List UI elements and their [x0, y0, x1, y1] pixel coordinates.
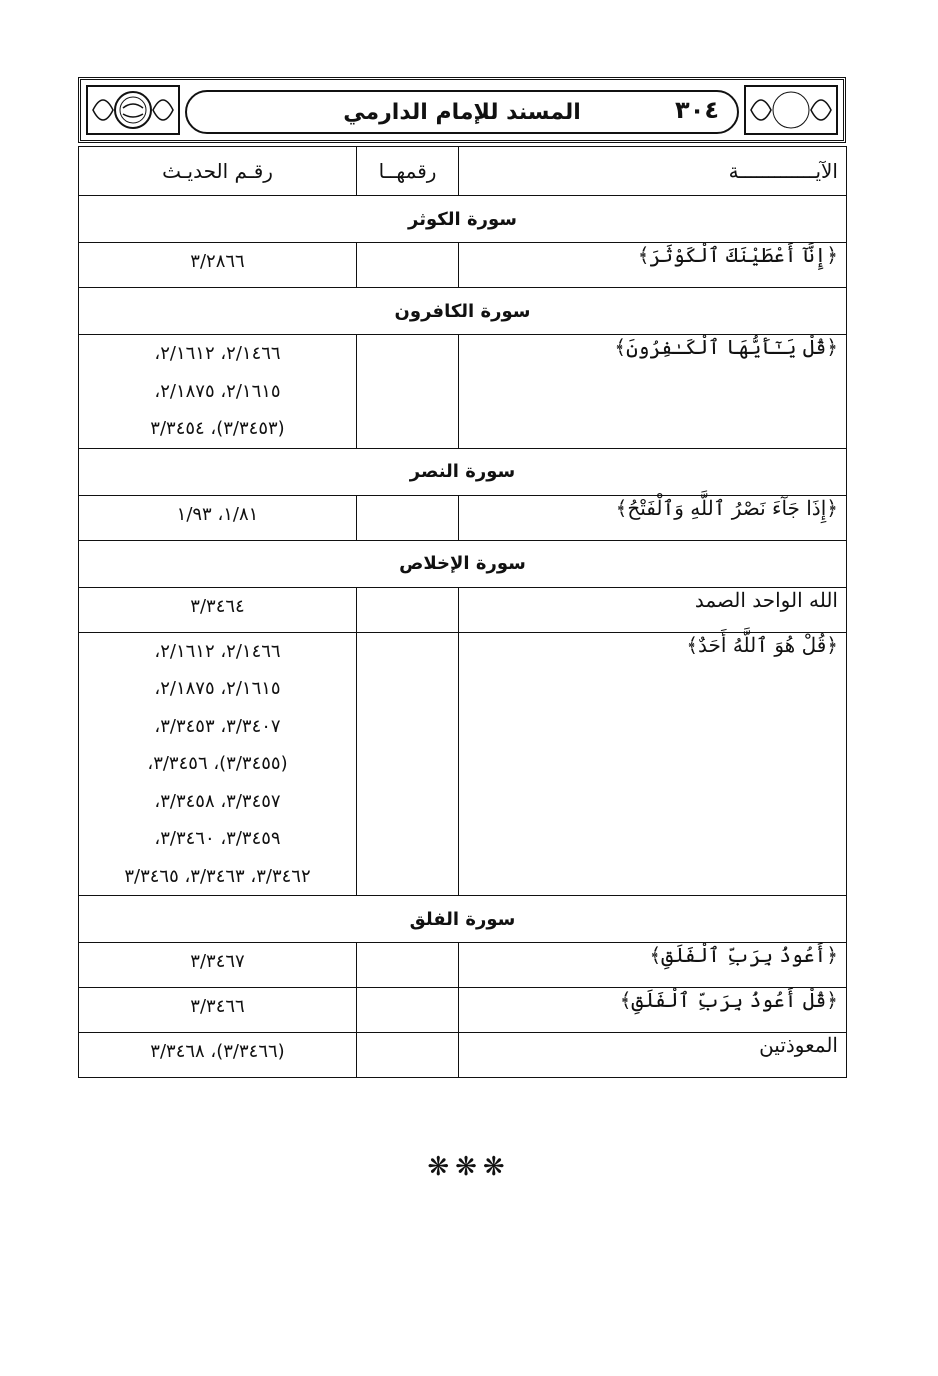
- verse-number: [357, 243, 459, 288]
- surah-row: [79, 448, 847, 495]
- verse-number: [357, 495, 459, 540]
- hadith-ref-line: ٣/٢٨٦٦: [190, 251, 245, 272]
- table-row: [79, 988, 847, 1033]
- hadith-ref-line: ٣/٣٤٥٩، ٣/٣٤٦٠،: [154, 828, 281, 849]
- hadith-refs: [79, 988, 357, 1033]
- surah-title: سورة الإخلاص: [79, 540, 847, 587]
- column-header-number: رقمهــا: [357, 147, 459, 196]
- surah-title: سورة الكوثر: [79, 196, 847, 243]
- surah-row: [79, 196, 847, 243]
- table-row: [79, 243, 847, 288]
- surah-row: [79, 896, 847, 943]
- hadith-ref-line: ٢/١٤٦٦، ٢/١٦١٢،: [154, 343, 281, 364]
- verse-text: الله الواحد الصمد: [459, 587, 847, 632]
- hadith-ref-line: ٣/٣٤٦٤: [190, 595, 245, 617]
- verse-number: [357, 587, 459, 632]
- book-emblem-right-icon: [743, 84, 839, 136]
- surah-row: [79, 288, 847, 335]
- surah-title: سورة النصر: [79, 448, 847, 495]
- hadith-refs: [79, 243, 357, 288]
- verse-text: ﴿قُلْ هُوَ ٱللَّهُ أَحَدٌ﴾: [459, 632, 847, 896]
- hadith-ref-line: ٣/٣٤٦٧: [190, 951, 245, 972]
- column-header-verse: الآيـــــــــــــة: [459, 147, 847, 196]
- hadith-ref-line: ٣/٣٤٦٢، ٣/٣٤٦٣، ٣/٣٤٦٥: [124, 865, 311, 887]
- hadith-ref-line: (٣/٣٤٥٣)، ٣/٣٤٥٤: [150, 418, 285, 439]
- surah-title: سورة الفلق: [79, 896, 847, 943]
- table-row: [79, 495, 847, 540]
- hadith-refs: [79, 335, 357, 449]
- verse-number: [357, 943, 459, 988]
- page-header: [78, 77, 846, 143]
- hadith-refs: [79, 1033, 357, 1078]
- hadith-refs: [79, 495, 357, 540]
- table-row: [79, 943, 847, 988]
- column-header-hadith: رقـم الحديـث: [79, 147, 357, 196]
- book-title: المسند للإمام الدارمي: [343, 100, 581, 125]
- verse-text: ﴿إِذَا جَآءَ نَصْرُ ٱللَّهِ وَٱلْفَتْحُ﴾: [459, 495, 847, 540]
- verse-number: [357, 632, 459, 896]
- hadith-ref-line: ٢/١٤٦٦، ٢/١٦١٢،: [154, 640, 281, 662]
- table-row: [79, 335, 847, 449]
- hadith-ref-line: ٣/٣٤٠٧، ٣/٣٤٥٣،: [154, 715, 281, 737]
- verse-number: [357, 1033, 459, 1078]
- verse-text: المعوذتين: [459, 1033, 847, 1078]
- verse-text: ﴿أَعُوذُ بِرَبِّ ٱلْفَلَقِ﴾: [459, 943, 847, 988]
- table-row: [79, 1033, 847, 1078]
- book-emblem-left-icon: [85, 84, 181, 136]
- table-row: [79, 587, 847, 632]
- hadith-ref-line: ٣/٣٤٦٦: [190, 996, 245, 1017]
- table-header-row: [79, 147, 847, 196]
- header-band: [185, 90, 739, 134]
- hadith-refs: [79, 943, 357, 988]
- verse-index-table: [78, 146, 847, 1078]
- hadith-ref-line: (٣/٣٤٥٥)، ٣/٣٤٥٦،: [147, 753, 288, 774]
- hadith-ref-line: ٣/٣٤٥٧، ٣/٣٤٥٨،: [154, 790, 281, 812]
- verse-number: [357, 988, 459, 1033]
- verse-text: ﴿إِنَّآ أَعْطَيْنَكَ ٱلْكَوْثَرَ﴾: [459, 243, 847, 288]
- hadith-refs: [79, 587, 357, 632]
- surah-row: [79, 540, 847, 587]
- verse-text: ﴿قُلْ يَـٰٓأَيُّهَا ٱلْكَـٰفِرُونَ﴾: [459, 335, 847, 449]
- verse-text: ﴿قُلْ أَعُوذُ بِرَبِّ ٱلْفَلَقِ﴾: [459, 988, 847, 1033]
- hadith-ref-line: ٢/١٦١٥، ٢/١٨٧٥،: [154, 380, 281, 402]
- section-end-stars: ❋❋❋: [427, 1152, 511, 1182]
- verse-number: [357, 335, 459, 449]
- hadith-ref-line: ٢/١٦١٥، ٢/١٨٧٥،: [154, 678, 281, 699]
- hadith-ref-line: (٣/٣٤٦٦)، ٣/٣٤٦٨: [150, 1041, 285, 1062]
- table-row: [79, 632, 847, 896]
- hadith-ref-line: ١/٨١، ١/٩٣: [176, 503, 259, 525]
- hadith-refs: [79, 632, 357, 896]
- surah-title: سورة الكافرون: [79, 288, 847, 335]
- page-number: ٣٠٤: [669, 96, 725, 124]
